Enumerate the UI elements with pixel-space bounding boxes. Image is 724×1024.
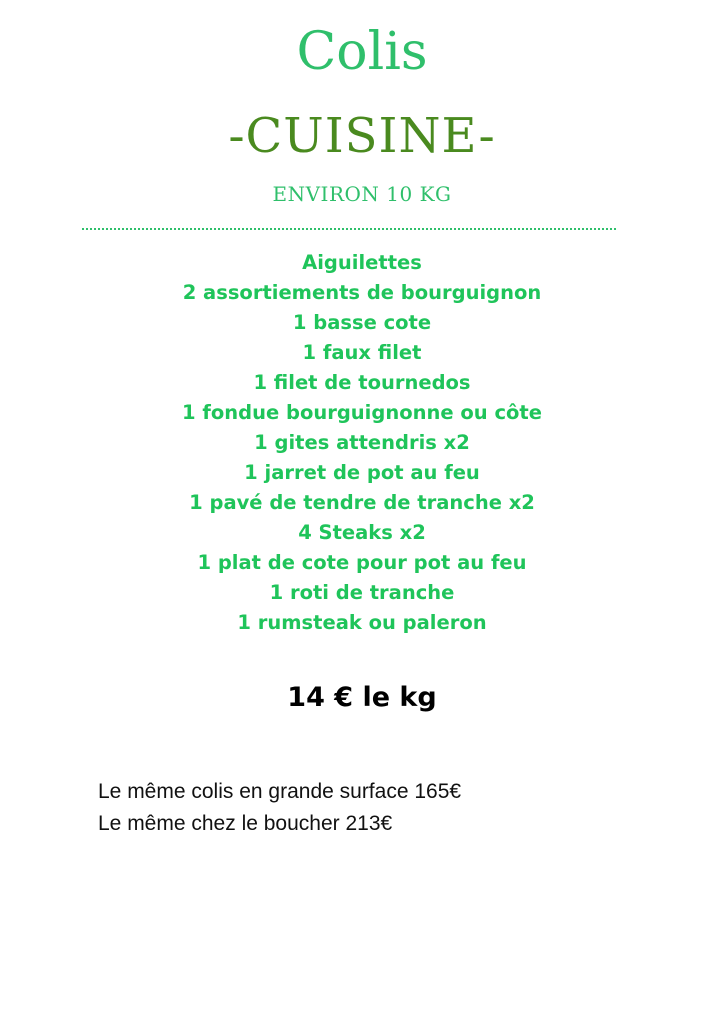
- list-item: 4 Steaks x2: [298, 521, 426, 544]
- weight-label: ENVIRON 10 KG: [272, 182, 452, 206]
- list-item: 1 pavé de tendre de tranche x2: [189, 491, 535, 514]
- list-item: 1 fondue bourguignonne ou côte: [182, 401, 542, 424]
- list-item: 2 assortiements de bourguignon: [182, 281, 542, 304]
- dotted-divider: [82, 228, 616, 230]
- items-list: [0, 248, 724, 638]
- supermarket-comparison: Le même colis en grande surface 165€: [98, 780, 462, 803]
- page-title: Colis: [296, 22, 428, 82]
- list-item: 1 gites attendris x2: [254, 431, 470, 454]
- price-comparisons: [98, 776, 461, 840]
- list-item: 1 faux filet: [302, 341, 422, 364]
- list-item: 1 filet de tournedos: [253, 371, 471, 394]
- butcher-comparison: Le même chez le boucher 213€: [98, 812, 393, 835]
- list-item: 1 rumsteak ou paleron: [237, 611, 487, 634]
- list-item: Aiguilettes: [302, 251, 422, 274]
- price-label: 14 € le kg: [287, 682, 437, 713]
- list-item: 1 roti de tranche: [269, 581, 455, 604]
- list-item: 1 jarret de pot au feu: [244, 461, 480, 484]
- page-subtitle: -CUISINE-: [228, 108, 496, 164]
- list-item: 1 plat de cote pour pot au feu: [197, 551, 527, 574]
- list-item: 1 basse cote: [292, 311, 432, 334]
